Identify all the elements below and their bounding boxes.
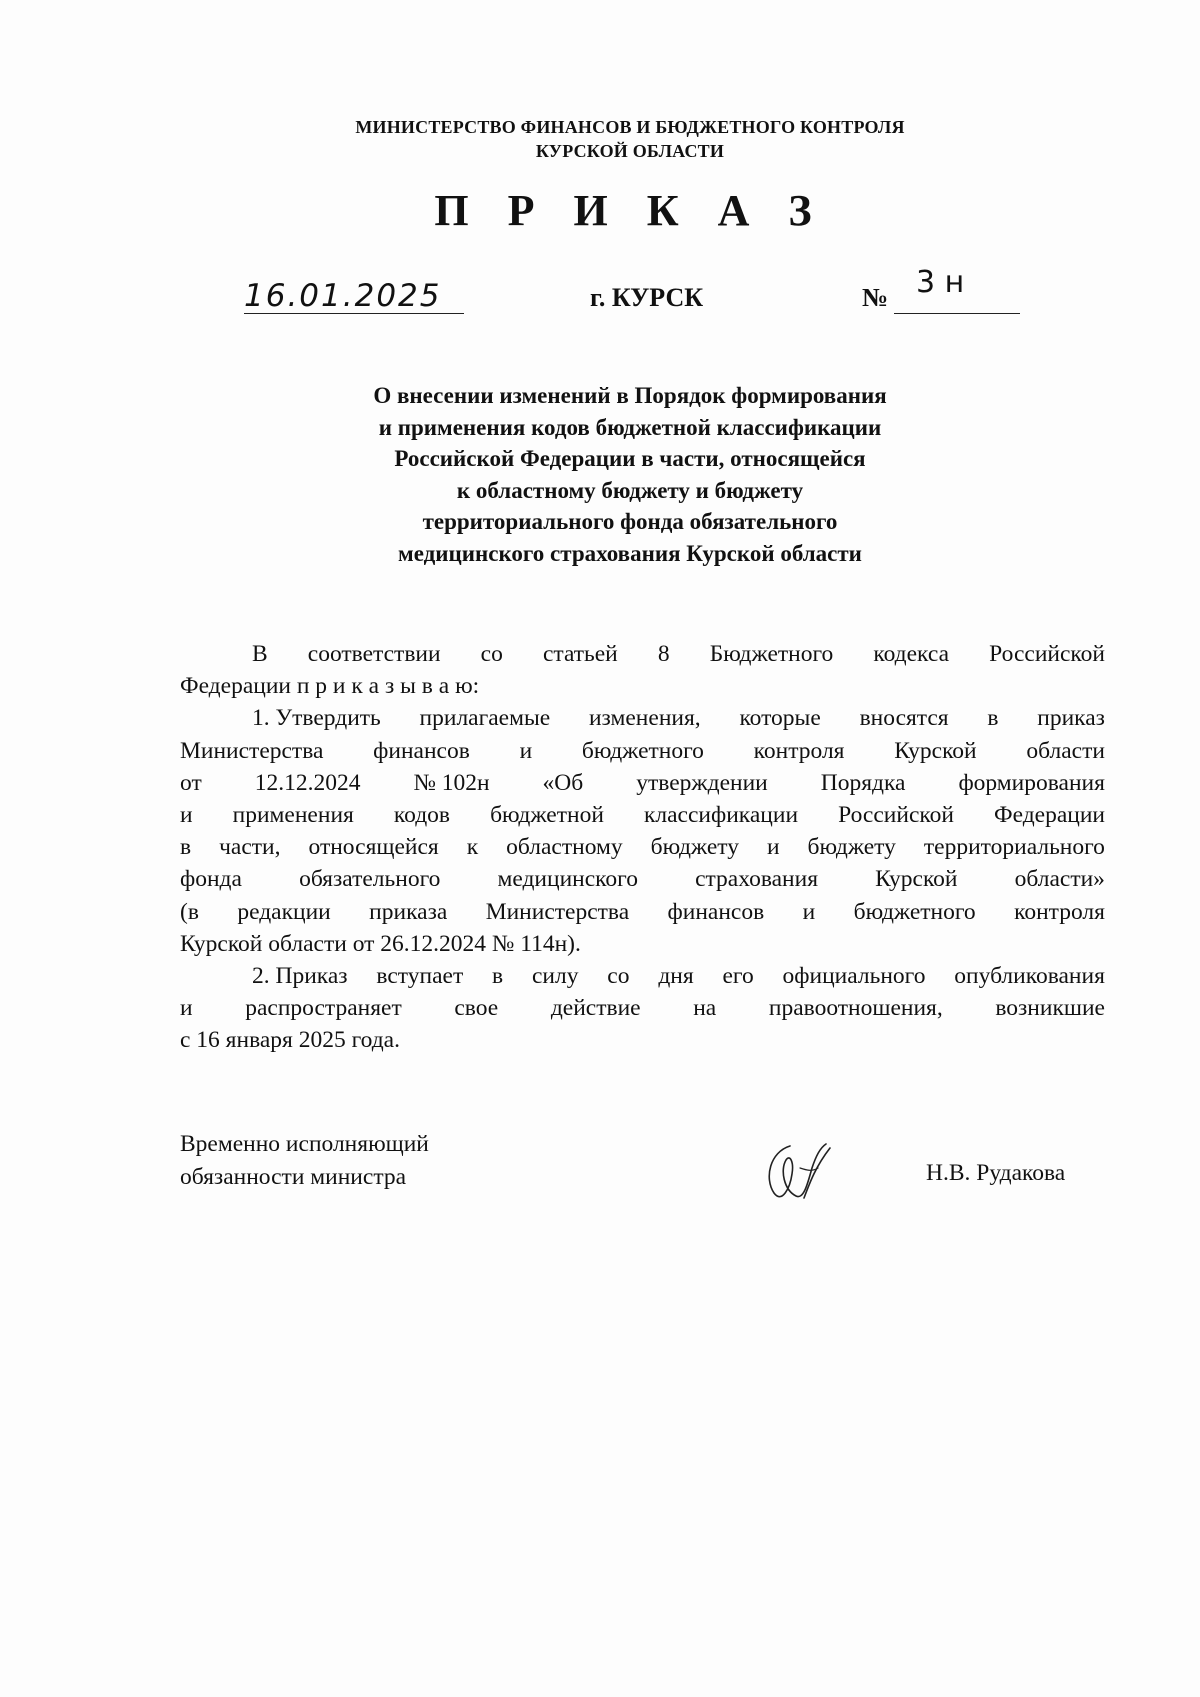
signatory-position xyxy=(180,1128,429,1194)
body-word: обязательного xyxy=(299,866,441,893)
body-line xyxy=(180,928,1105,960)
body-word: распространяет xyxy=(245,995,402,1022)
body-word: Министерства xyxy=(180,737,324,764)
body-word: страхования xyxy=(695,866,819,893)
body-word: области» xyxy=(1014,866,1105,893)
body-word: опубликования xyxy=(954,962,1105,989)
body-word: изменения, xyxy=(588,705,701,732)
body-word: Федерации xyxy=(994,801,1105,828)
body-word: бюджетного xyxy=(581,737,704,764)
body-word: применения xyxy=(232,801,354,828)
body-word: Курской xyxy=(875,866,958,893)
body-word: бюджетной xyxy=(490,801,604,828)
body-word: относящейся xyxy=(308,834,439,861)
body-word: приказ xyxy=(1037,705,1105,732)
body-word: дня xyxy=(658,962,694,989)
body-word: кодов xyxy=(393,801,451,828)
body-word: контроля xyxy=(753,737,845,764)
number-underline xyxy=(894,313,1020,314)
body-word: бюджету xyxy=(650,834,739,861)
subject-line: О внесении изменений в Порядок формирования xyxy=(373,383,887,408)
body-word: формирования xyxy=(958,769,1105,796)
subject-line: медицинского страхования Курской области xyxy=(398,540,862,566)
body-word: территориального xyxy=(923,834,1105,861)
body-word: в xyxy=(987,705,999,732)
body-word: которые xyxy=(739,705,821,732)
body-word: утверждении xyxy=(636,769,768,796)
body-line-text: Курской области от 26.12.2024 № 114н). xyxy=(180,930,581,957)
body-word: финансов xyxy=(373,737,470,764)
body-word: (в xyxy=(180,898,199,925)
body-line xyxy=(180,1024,1105,1056)
handwritten-date: 16.01.2025 xyxy=(244,278,442,314)
position-line1: Временно исполняющий xyxy=(180,1131,429,1157)
body-word: на xyxy=(693,995,717,1022)
body-word: 8 xyxy=(657,641,670,667)
body-word: его xyxy=(722,962,754,989)
body-line xyxy=(180,896,1105,928)
handwritten-signature xyxy=(760,1138,840,1208)
body-word: со xyxy=(607,962,630,989)
body-word: бюджетного xyxy=(853,898,976,925)
signatory-name: Н.В. Рудакова xyxy=(926,1160,1066,1186)
body-word: Российской xyxy=(989,641,1105,667)
body-line xyxy=(180,670,1105,702)
body-word: официального xyxy=(782,962,926,989)
position-line2: обязанности министра xyxy=(180,1164,407,1190)
body-line xyxy=(180,960,1105,992)
body-word: Порядка xyxy=(820,769,906,796)
ministry-name-line2: КУРСКОЙ ОБЛАСТИ xyxy=(535,141,725,161)
body-word: Бюджетного xyxy=(709,641,834,667)
body-word: в xyxy=(180,834,192,861)
body-word: Российской xyxy=(838,801,954,828)
body-word: правоотношения, xyxy=(768,995,943,1022)
body-word: и xyxy=(180,995,193,1022)
body-word: № 102н xyxy=(413,769,490,796)
body-word: фонда xyxy=(180,866,242,893)
body-line xyxy=(180,831,1105,863)
body-word: 1. Утвердить xyxy=(252,705,381,732)
body-word: областному xyxy=(506,834,623,861)
body-word: бюджету xyxy=(807,834,896,861)
body-line xyxy=(180,735,1105,767)
body-word: от xyxy=(180,769,202,796)
body-line xyxy=(180,702,1105,734)
ministry-header xyxy=(300,115,960,163)
document-type-title: П Р И К А З xyxy=(434,186,826,235)
body-word: свое xyxy=(454,995,499,1022)
body-word: контроля xyxy=(1014,898,1105,925)
body-word: действие xyxy=(550,995,641,1022)
body-word: медицинского xyxy=(497,866,638,893)
body-word: соответствии xyxy=(307,641,441,667)
body-word: и xyxy=(802,898,816,925)
body-line xyxy=(180,767,1105,799)
subject-line: территориального фонда обязательного xyxy=(422,509,838,534)
body-word: В xyxy=(252,641,268,667)
body-word: «Об xyxy=(542,769,584,796)
body-word: вносятся xyxy=(859,705,949,732)
body-word: прилагаемые xyxy=(419,705,551,732)
ministry-name-line1: МИНИСТЕРСТВО ФИНАНСОВ И БЮДЖЕТНОГО КОНТРОЛЯ xyxy=(355,117,905,137)
body-word: и xyxy=(519,737,533,764)
body-word: классификации xyxy=(643,801,799,828)
body-word: приказа xyxy=(369,898,448,925)
body-line xyxy=(180,638,1105,670)
body-word: области xyxy=(1026,737,1105,764)
date-underline xyxy=(244,313,464,314)
body-word: Министерства xyxy=(485,898,630,925)
body-word: Курской xyxy=(894,737,977,764)
body-word: финансов xyxy=(667,898,765,925)
body-line xyxy=(180,799,1105,831)
body-word: части, xyxy=(219,834,281,861)
body-word: статьей xyxy=(542,641,618,667)
handwritten-order-number: 3 н xyxy=(916,265,965,300)
body-word: со xyxy=(480,641,503,667)
subject-line: и применения кодов бюджетной классификации xyxy=(378,414,882,440)
body-line-text: Федерации п р и к а з ы в а ю: xyxy=(180,673,480,700)
order-body xyxy=(180,638,1105,1056)
body-line-text: с 16 января 2025 года. xyxy=(180,1027,400,1054)
body-word: к xyxy=(466,834,479,861)
body-word: возникшие xyxy=(995,995,1105,1022)
subject-line: Российской Федерации в части, относящейся xyxy=(394,446,866,471)
body-word: и xyxy=(180,801,193,828)
body-word: 2. Приказ xyxy=(252,962,348,989)
date-field xyxy=(244,278,462,320)
body-word: кодекса xyxy=(873,641,950,667)
body-word: силу xyxy=(531,962,579,989)
body-line xyxy=(180,992,1105,1024)
city-label: г. КУРСК xyxy=(590,283,704,312)
subject-line: к областному бюджету и бюджету xyxy=(456,477,804,503)
body-word: вступает xyxy=(376,962,464,989)
body-word: в xyxy=(492,962,504,989)
number-sign: № xyxy=(862,283,889,312)
order-subject xyxy=(300,380,960,569)
body-word: 12.12.2024 xyxy=(254,769,361,796)
body-word: редакции xyxy=(237,898,331,925)
body-line xyxy=(180,863,1105,895)
body-word: и xyxy=(766,834,780,861)
